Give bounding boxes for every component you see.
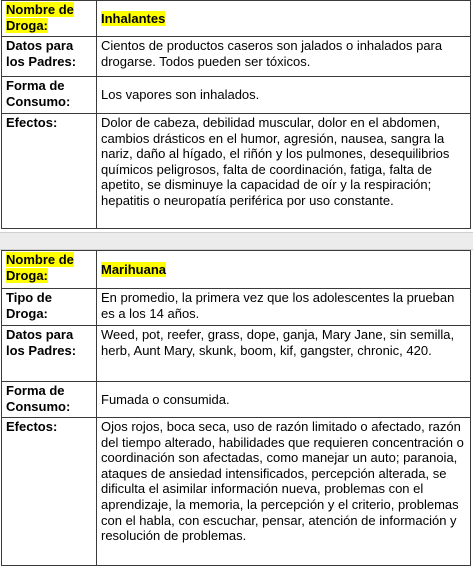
- table-row: [2, 77, 471, 114]
- table-row: [2, 1, 471, 37]
- row-label: Efectos:: [2, 114, 97, 229]
- highlighted-label: Nombre de Droga:: [6, 2, 74, 33]
- table-row: [2, 114, 471, 229]
- table-row: [2, 251, 471, 289]
- row-label: Efectos:: [2, 418, 97, 566]
- row-label: [2, 1, 97, 37]
- drug-table-marihuana: [1, 250, 471, 566]
- row-value: Dolor de cabeza, debilidad muscular, dolor en el abdomen, cambios drásticos en el humor, agresión, nausea, sangra la nariz, daño al hígado, el riñón y los pulmones, desequilibrios químicos peligrosos, falta de coordinación, fatiga, falta de apetito, se disminuye la capacidad de oír y la respiración; hepatitis o neuropatía periférica por uso constante.: [97, 114, 471, 229]
- row-value: Cientos de productos caseros son jalados o inhalados para drogarse. Todos pueden ser tóxicos.: [97, 37, 471, 77]
- row-value: Los vapores son inhalados.: [97, 77, 471, 114]
- row-label: [2, 251, 97, 289]
- row-value: En promedio, la primera vez que los adolescentes la prueban es a los 14 años.: [97, 289, 471, 326]
- row-label: Datos para los Padres:: [2, 326, 97, 382]
- highlighted-drug-name: Marihuana: [101, 261, 167, 277]
- table-row: [2, 37, 471, 77]
- row-value: Fumada o consumida.: [97, 382, 471, 418]
- table-row: [2, 418, 471, 566]
- highlighted-label: Nombre de Droga:: [6, 252, 74, 283]
- drug-name: [97, 251, 471, 289]
- drug-name: [97, 1, 471, 37]
- table-row: [2, 289, 471, 326]
- row-value: Ojos rojos, boca seca, uso de razón limitado o afectado, razón del tiempo alterado, habilidades que requieren concentración o coordinación son afectadas, como manejar un auto; paranoia, ataques de ansiedad intensificados, percepción alterada, se dificulta el asimilar información nueva, problemas con el aprendizaje, la memoria, la percepción y el criterio, problemas con el habla, con escuchar, pensar, atención de información y resolución de problemas.: [97, 418, 471, 566]
- row-value: Weed, pot, reefer, grass, dope, ganja, Mary Jane, sin semilla, herb, Aunt Mary, skunk, boom, kif, gangster, chronic, 420.: [97, 326, 471, 382]
- table-row: [2, 382, 471, 418]
- drug-table-inhalantes: [1, 0, 471, 229]
- row-label: Tipo de Droga:: [2, 289, 97, 326]
- table-row: [2, 326, 471, 382]
- row-label: Forma de Consumo:: [2, 382, 97, 418]
- highlighted-drug-name: Inhalantes: [101, 10, 166, 26]
- row-label: Datos para los Padres:: [2, 37, 97, 77]
- row-label: Forma de Consumo:: [2, 77, 97, 114]
- table-separator: [0, 232, 473, 250]
